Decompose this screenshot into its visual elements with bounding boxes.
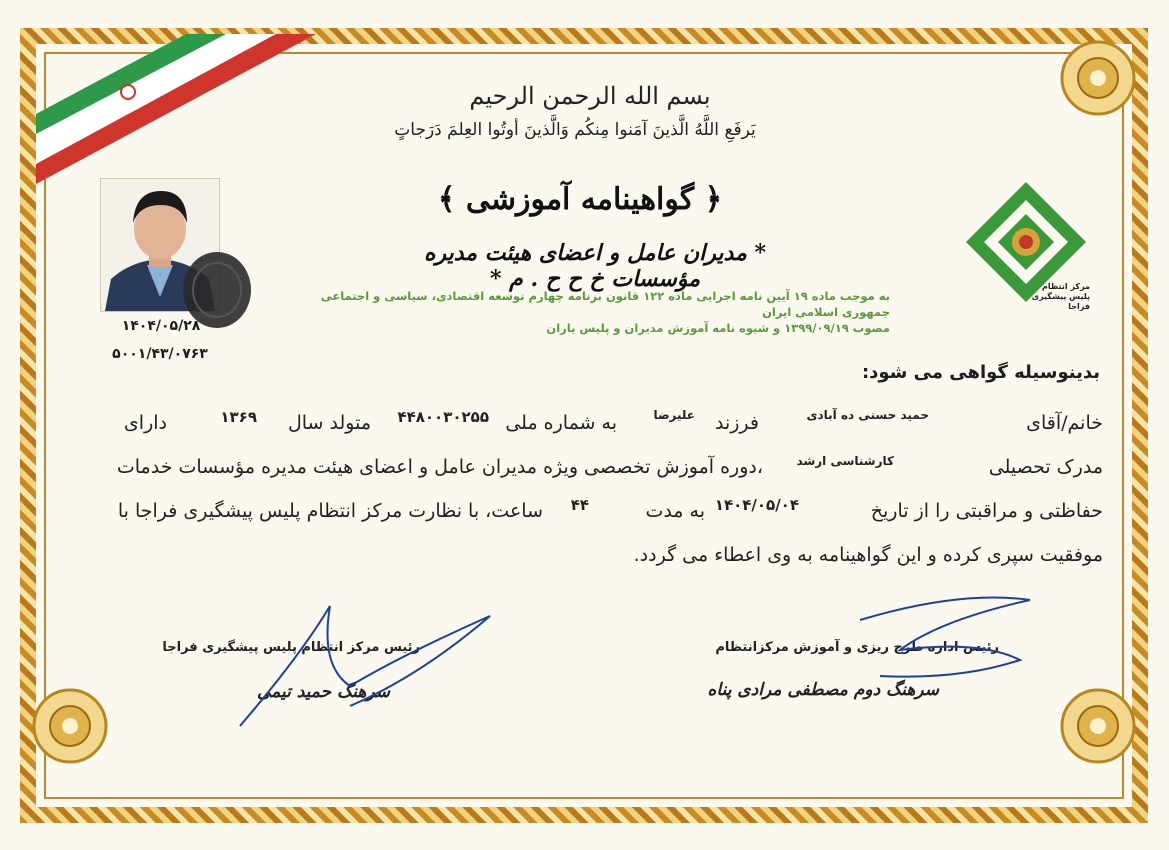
birth-year: ۱۳۶۹	[220, 408, 257, 426]
corner-ornament-bottom-right	[1052, 680, 1144, 772]
label-degree: مدرک تحصیلی	[988, 456, 1103, 478]
signature-right	[840, 580, 1050, 700]
legal-basis-line-2: مصوب ۱۳۹۹/۰۹/۱۹ و شیوه نامه آموزش مدیران و پلیس یاران	[546, 321, 890, 335]
label-duration: به مدت	[645, 500, 705, 522]
corner-ornament-bottom-left	[24, 680, 116, 772]
label-child-of: فرزند	[714, 412, 759, 434]
quran-verse: يَرفَعِ اللَّهُ الَّذينَ آمَنوا مِنكُم وَالَّذينَ أوتُوا العِلمَ دَرَجاتٍ	[394, 120, 756, 140]
course-description: ،دوره آموزش تخصصی ویژه مدیران عامل و اعضای هیئت مدیره مؤسسات خدمات	[116, 456, 763, 478]
legal-basis	[280, 288, 890, 336]
certificate-number: ۵۰۰۱/۴۳/۰۷۶۳	[112, 346, 208, 362]
signatory-right-title: رئیس اداره طرح ریزی و آموزش مرکزانتظام	[715, 640, 999, 655]
signatory-left-title: رئیس مرکز انتظام پلیس پیشگیری فراجا	[162, 640, 420, 655]
iran-flag-ribbon	[36, 34, 316, 194]
logo-caption	[1010, 282, 1090, 312]
start-date: ۱۴۰۴/۰۵/۰۴	[714, 496, 799, 514]
logo-caption-line-2: پلیس پیشگیری فراجا	[1031, 292, 1090, 311]
certificate-subtitle: * مدیران عامل و اعضای هیئت مدیره مؤسسات خ ح ح . م *	[423, 240, 767, 292]
national-id: ۴۴۸۰۰۳۰۲۵۵	[397, 408, 489, 426]
label-national-id: به شماره ملی	[505, 412, 617, 434]
legal-basis-line-1: به موجب ماده ۱۹ آیین نامه اجرایی ماده ۱۲۲ قانون برنامه چهارم توسعه اقتصادی، سیاسی و اجتماعی جمهوری اسلامی ایران	[320, 289, 890, 319]
signatory-left-name: سرهنگ حمید تیمی	[256, 682, 390, 702]
corner-ornament-top-right	[1052, 32, 1144, 124]
certificate-title: ﴿ گواهینامه آموزشی ﴾	[437, 182, 723, 217]
logo-caption-line-1: مرکز انتظام	[1041, 282, 1090, 291]
intro-text: بدینوسیله گواهی می شود:	[861, 362, 1100, 383]
signature-left	[200, 596, 500, 736]
holder-name: حمید حسنی ده آبادی	[806, 408, 929, 422]
label-holding: دارای	[123, 412, 167, 434]
completion-text: موفقیت سپری کرده و این گواهینامه به وی اعطاء می گردد.	[633, 544, 1103, 566]
supervision-text: ساعت، با نظارت مرکز انتظام پلیس پیشگیری فراجا با	[117, 500, 543, 522]
signatory-right-name: سرهنگ دوم مصطفی مرادی پناه	[707, 680, 939, 700]
label-born-year: متولد سال	[287, 412, 371, 434]
issue-date: ۱۴۰۴/۰۵/۲۸	[121, 318, 201, 334]
course-hours: ۴۴	[570, 496, 589, 514]
label-mr-ms: خانم/آقای	[1026, 412, 1103, 434]
degree-value: کارشناسی ارشد	[796, 454, 894, 468]
label-from-date: حفاظتی و مراقبتی را از تاریخ	[870, 500, 1103, 522]
father-name: علیرضا	[653, 408, 695, 422]
basmala: بسم الله الرحمن الرحيم	[469, 82, 711, 110]
